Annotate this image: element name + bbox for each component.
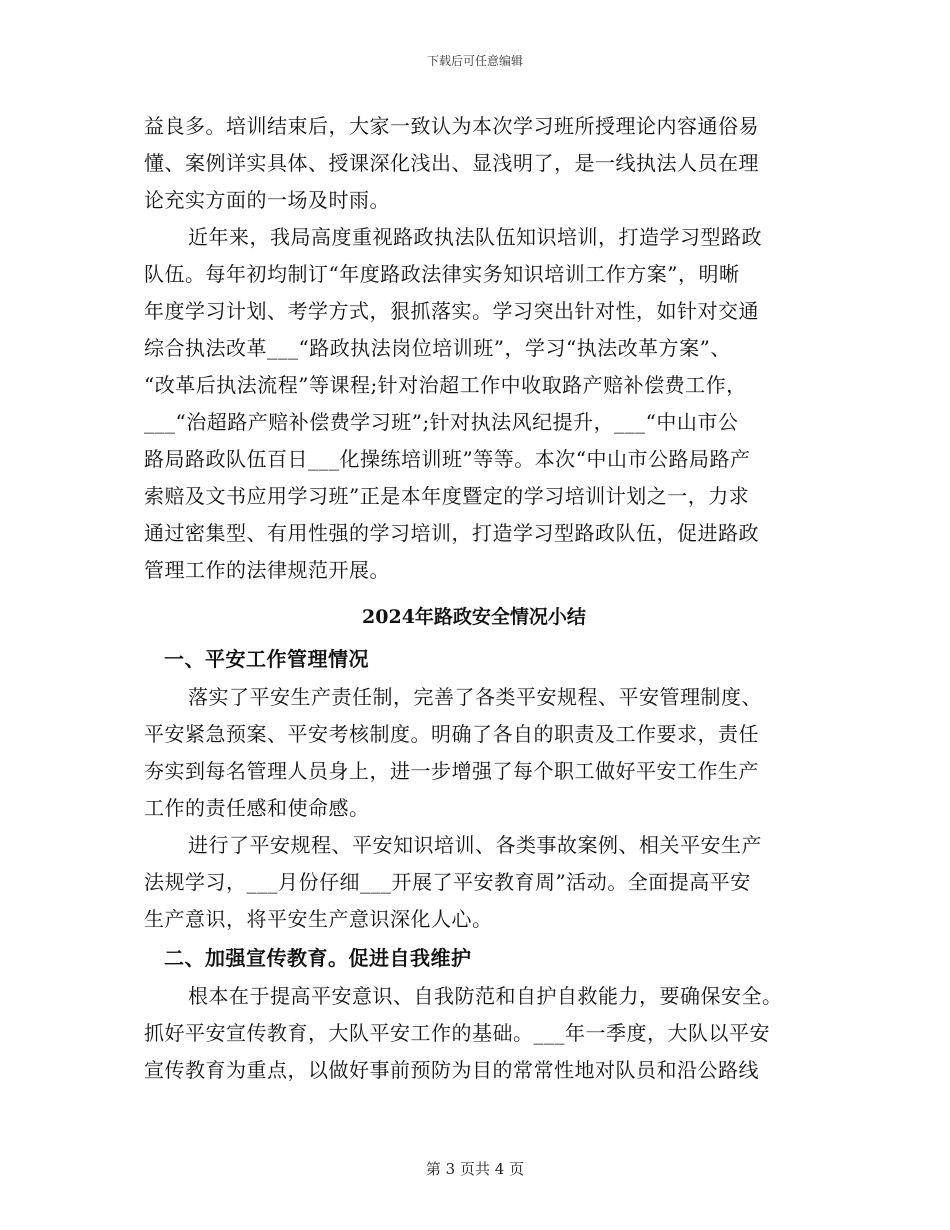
text-line: 路局路政队伍百日___化操练培训班”等等。本次“中山市公路局路产 — [144, 447, 751, 471]
text-line: 抓好平安宣传教育，大队平安工作的基础。___年一季度，大队以平安 — [144, 1021, 770, 1045]
page-header: 下载后可任意编辑 — [426, 54, 523, 68]
text-line: 论充实方面的一场及时雨。 — [144, 188, 390, 212]
document-title: 2024年路政安全情况小结 — [362, 606, 586, 628]
paragraph-1 — [144, 108, 824, 219]
section-heading: 二、加强宣传教育。促进自我维护 — [164, 946, 472, 970]
page-footer: 第 3 页共 4 页 — [425, 1160, 525, 1178]
paragraph-2 — [144, 219, 824, 589]
text-line: “改革后执法流程”等课程;针对治超工作中收取路产赔补偿费工作， — [144, 373, 747, 397]
text-line: 益良多。培训结束后，大家一致认为本次学习班所授理论内容通俗易 — [144, 114, 759, 138]
text-line: 生产意识，将平安生产意识深化人心。 — [144, 907, 493, 931]
text-line: 进行了平安规程、平安知识培训、各类事故案例、相关平安生产 — [188, 833, 762, 857]
text-line: 年度学习计划、考学方式，狠抓落实。学习突出针对性，如针对交通 — [144, 299, 759, 323]
text-line: 法规学习，___月份仔细___开展了平安教育周”活动。全面提高平安 — [144, 870, 751, 894]
text-line: ___“治超路产赔补偿费学习班”;针对执法风纪提升，___“中山市公 — [144, 410, 739, 434]
section-2 — [144, 938, 824, 1089]
text-line: 队伍。每年初均制订“年度路政法律实务知识培训工作方案”，明晰 — [144, 262, 740, 286]
text-line: 近年来，我局高度重视路政执法队伍知识培训，打造学习型路政 — [188, 225, 762, 249]
document-body — [144, 108, 824, 1089]
section-1 — [144, 639, 824, 938]
text-line: 落实了平安生产责任制，完善了各类平安规程、平安管理制度、 — [188, 685, 762, 709]
text-line: 宣传教育为重点，以做好事前预防为目的常常性地对队员和沿公路线 — [144, 1058, 759, 1082]
text-line: 管理工作的法律规范开展。 — [144, 558, 390, 582]
text-line: 索赔及文书应用学习班”正是本年度暨定的学习培训计划之一，力求 — [144, 484, 750, 508]
text-line: 懂、案例详实具体、授课深化浅出、显浅明了，是一线执法人员在理 — [144, 151, 759, 175]
text-line: 平安紧急预案、平安考核制度。明确了各自的职责及工作要求，责任 — [144, 722, 759, 746]
text-line: 夯实到每名管理人员身上，进一步增强了每个职工做好平安工作生产 — [144, 759, 759, 783]
section-heading: 一、平安工作管理情况 — [164, 647, 369, 671]
text-line: 工作的责任感和使命感。 — [144, 796, 370, 820]
text-line: 通过密集型、有用性强的学习培训，打造学习型路政队伍，促进路政 — [144, 521, 759, 545]
text-line: 综合执法改革___“路政执法岗位培训班”，学习“执法改革方案”、 — [144, 336, 731, 360]
text-line: 根本在于提高平安意识、自我防范和自护自救能力，要确保安全。 — [188, 984, 783, 1008]
